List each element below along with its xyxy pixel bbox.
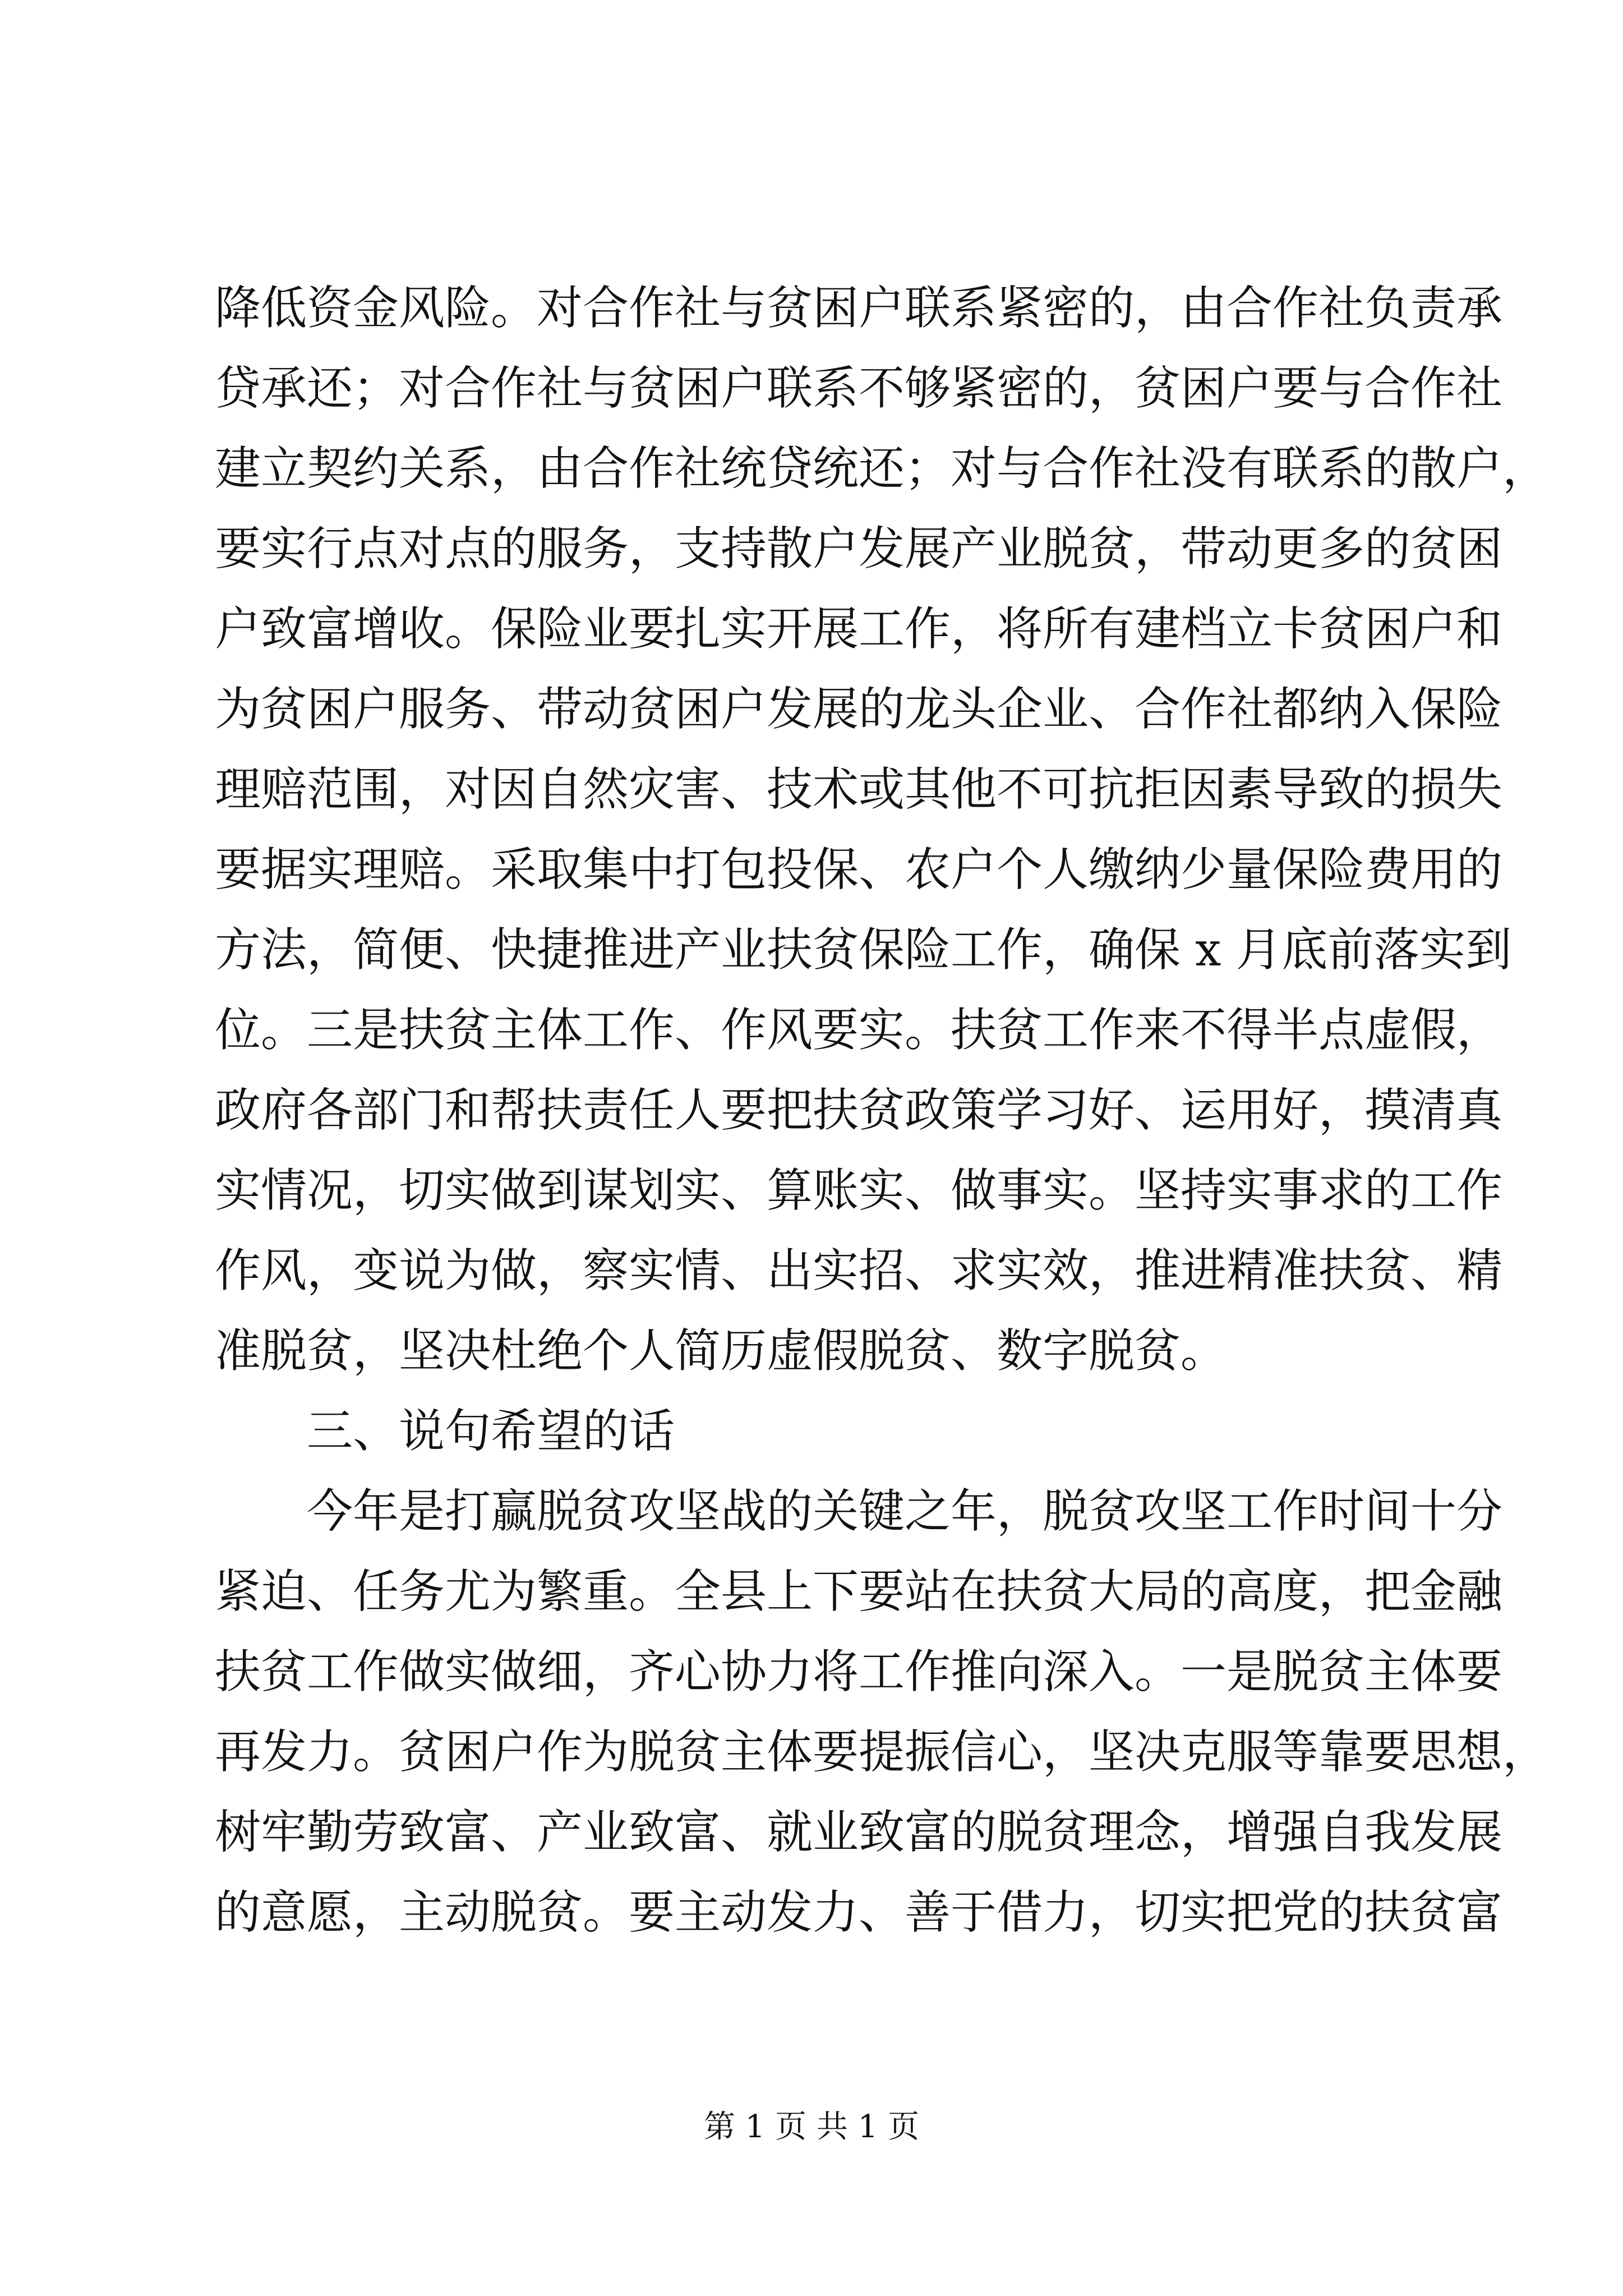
text-line: 要实行点对点的服务，支持散户发展产业脱贫，带动更多的贫困 [215, 522, 1503, 576]
text-line: 作风，变说为做，察实情、出实招、求实效，推进精准扶贫、精 [215, 1244, 1503, 1297]
page-footer: 第 1 页 共 1 页 [703, 2109, 920, 2145]
text-line: 准脱贫，坚决杜绝个人简历虚假脱贫、数字脱贫。 [215, 1324, 1227, 1378]
text-line: 建立契约关系，由合作社统贷统还；对与合作社没有联系的散户， [215, 442, 1549, 495]
text-line: 为贫困户服务、带动贫困户发展的龙头企业、合作社都纳入保险 [215, 683, 1503, 736]
text-line: 扶贫工作做实做细，齐心协力将工作推向深入。一是脱贫主体要 [215, 1645, 1503, 1699]
text-line: 实情况，切实做到谋划实、算账实、做事实。坚持实事求的工作 [215, 1164, 1503, 1217]
text-line: 要据实理赔。采取集中打包投保、农户个人缴纳少量保险费用的 [215, 843, 1503, 896]
text-line: 方法，简便、快捷推进产业扶贫保险工作，确保 x 月底前落实到 [215, 923, 1512, 977]
text-line: 紧迫、任务尤为繁重。全县上下要站在扶贫大局的高度，把金融 [215, 1565, 1503, 1618]
text-line: 政府各部门和帮扶责任人要把扶贫政策学习好、运用好，摸清真 [215, 1084, 1503, 1137]
text-line: 今年是打赢脱贫攻坚战的关键之年，脱贫攻坚工作时间十分 [307, 1485, 1503, 1538]
text-line: 降低资金风险。对合作社与贫困户联系紧密的，由合作社负责承 [215, 282, 1503, 335]
text-line: 的意愿，主动脱贫。要主动发力、善于借力，切实把党的扶贫富 [215, 1886, 1503, 1939]
text-line: 树牢勤劳致富、产业致富、就业致富的脱贫理念，增强自我发展 [215, 1806, 1503, 1859]
document-body [215, 268, 1549, 1953]
text-line: 理赔范围，对因自然灾害、技术或其他不可抗拒因素导致的损失 [215, 763, 1503, 816]
text-line: 户致富增收。保险业要扎实开展工作，将所有建档立卡贫困户和 [215, 602, 1503, 656]
text-line: 位。三是扶贫主体工作、作风要实。扶贫工作来不得半点虚假， [215, 1004, 1503, 1057]
section-heading: 三、说句希望的话 [307, 1405, 675, 1458]
text-line: 贷承还；对合作社与贫困户联系不够紧密的，贫困户要与合作社 [215, 362, 1503, 415]
text-line: 再发力。贫困户作为脱贫主体要提振信心，坚决克服等靠要思想， [215, 1726, 1549, 1779]
